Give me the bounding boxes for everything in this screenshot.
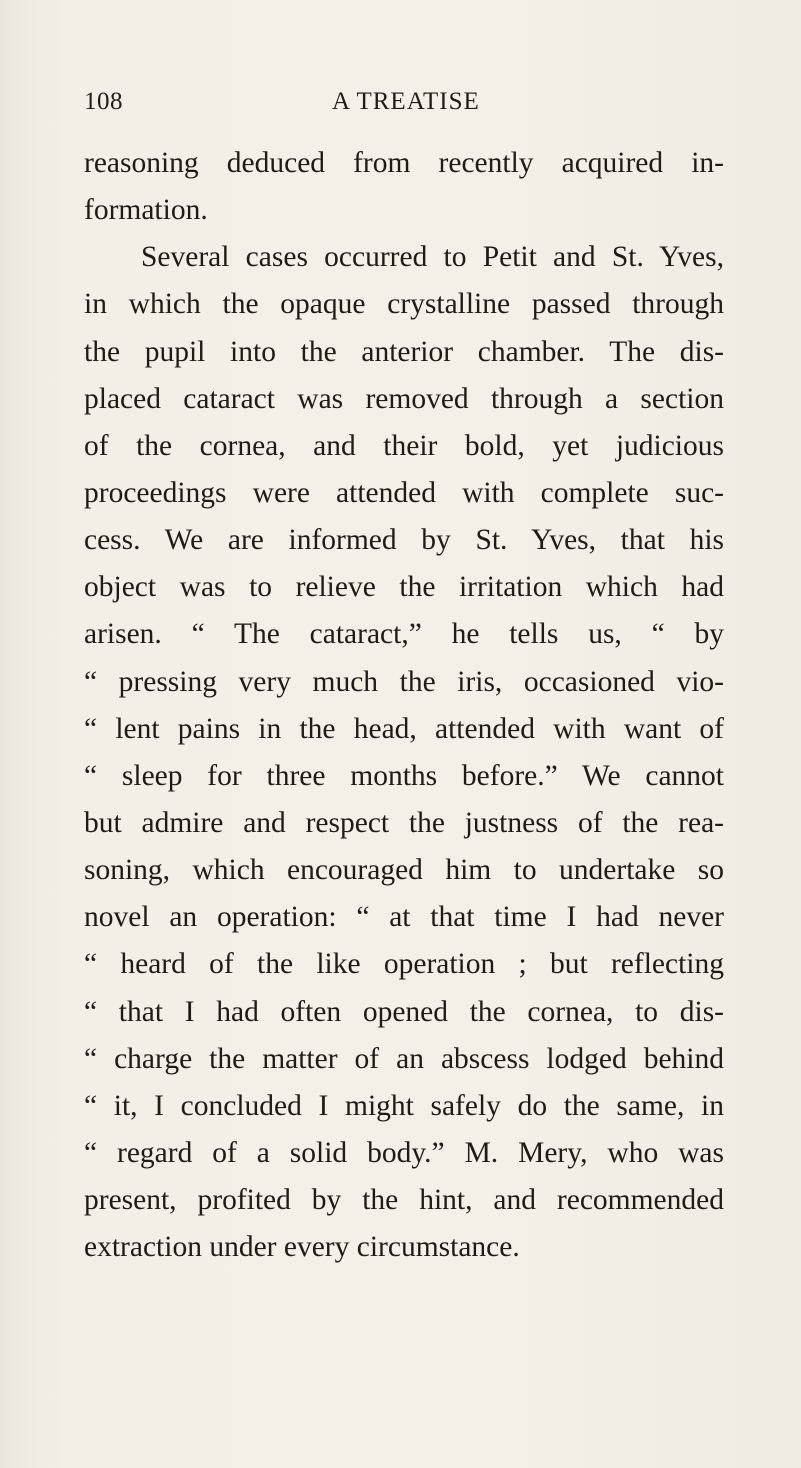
text-line: novel an operation: “ at that time I had never xyxy=(84,901,724,934)
text-line: “ regard of a solid body.” M. Mery, who was xyxy=(84,1136,724,1169)
text-line: reasoning deduced from recently acquired in- xyxy=(84,147,724,179)
running-head xyxy=(84,88,744,124)
running-title: A TREATISE xyxy=(332,88,480,115)
text-line: “ charge the matter of an abscess lodged behind xyxy=(84,1042,724,1075)
text-line: formation. xyxy=(84,194,208,227)
text-line: “ lent pains in the head, attended with want of xyxy=(84,712,724,745)
text-line: the pupil into the anterior chamber. The dis- xyxy=(84,335,724,368)
body-text xyxy=(84,140,724,1271)
text-line: extraction under every circumstance. xyxy=(84,1231,520,1264)
text-line: soning, which encouraged him to undertake so xyxy=(84,854,724,887)
text-line: object was to relieve the irritation which had xyxy=(84,571,724,604)
text-line: “ that I had often opened the cornea, to dis- xyxy=(84,995,724,1028)
text-line: but admire and respect the justness of the rea- xyxy=(84,806,724,839)
text-line: proceedings were attended with complete suc- xyxy=(84,476,724,509)
text-line: “ it, I concluded I might safely do the same, in xyxy=(84,1089,724,1122)
text-line: placed cataract was removed through a section xyxy=(84,382,724,415)
page-number: 108 xyxy=(84,88,123,115)
text-line: cess. We are informed by St. Yves, that his xyxy=(84,524,724,557)
text-line: of the cornea, and their bold, yet judicious xyxy=(84,429,724,462)
text-line: present, profited by the hint, and recommended xyxy=(84,1184,724,1217)
text-line: in which the opaque crystalline passed through xyxy=(84,288,724,321)
text-line: arisen. “ The cataract,” he tells us, “ by xyxy=(84,618,724,651)
text-line: “ heard of the like operation ; but reflecting xyxy=(84,948,724,981)
text-line: “ pressing very much the iris, occasioned vio- xyxy=(84,665,724,698)
text-line: Several cases occurred to Petit and St. Yves, xyxy=(141,241,724,274)
text-line: “ sleep for three months before.” We cannot xyxy=(84,759,724,792)
